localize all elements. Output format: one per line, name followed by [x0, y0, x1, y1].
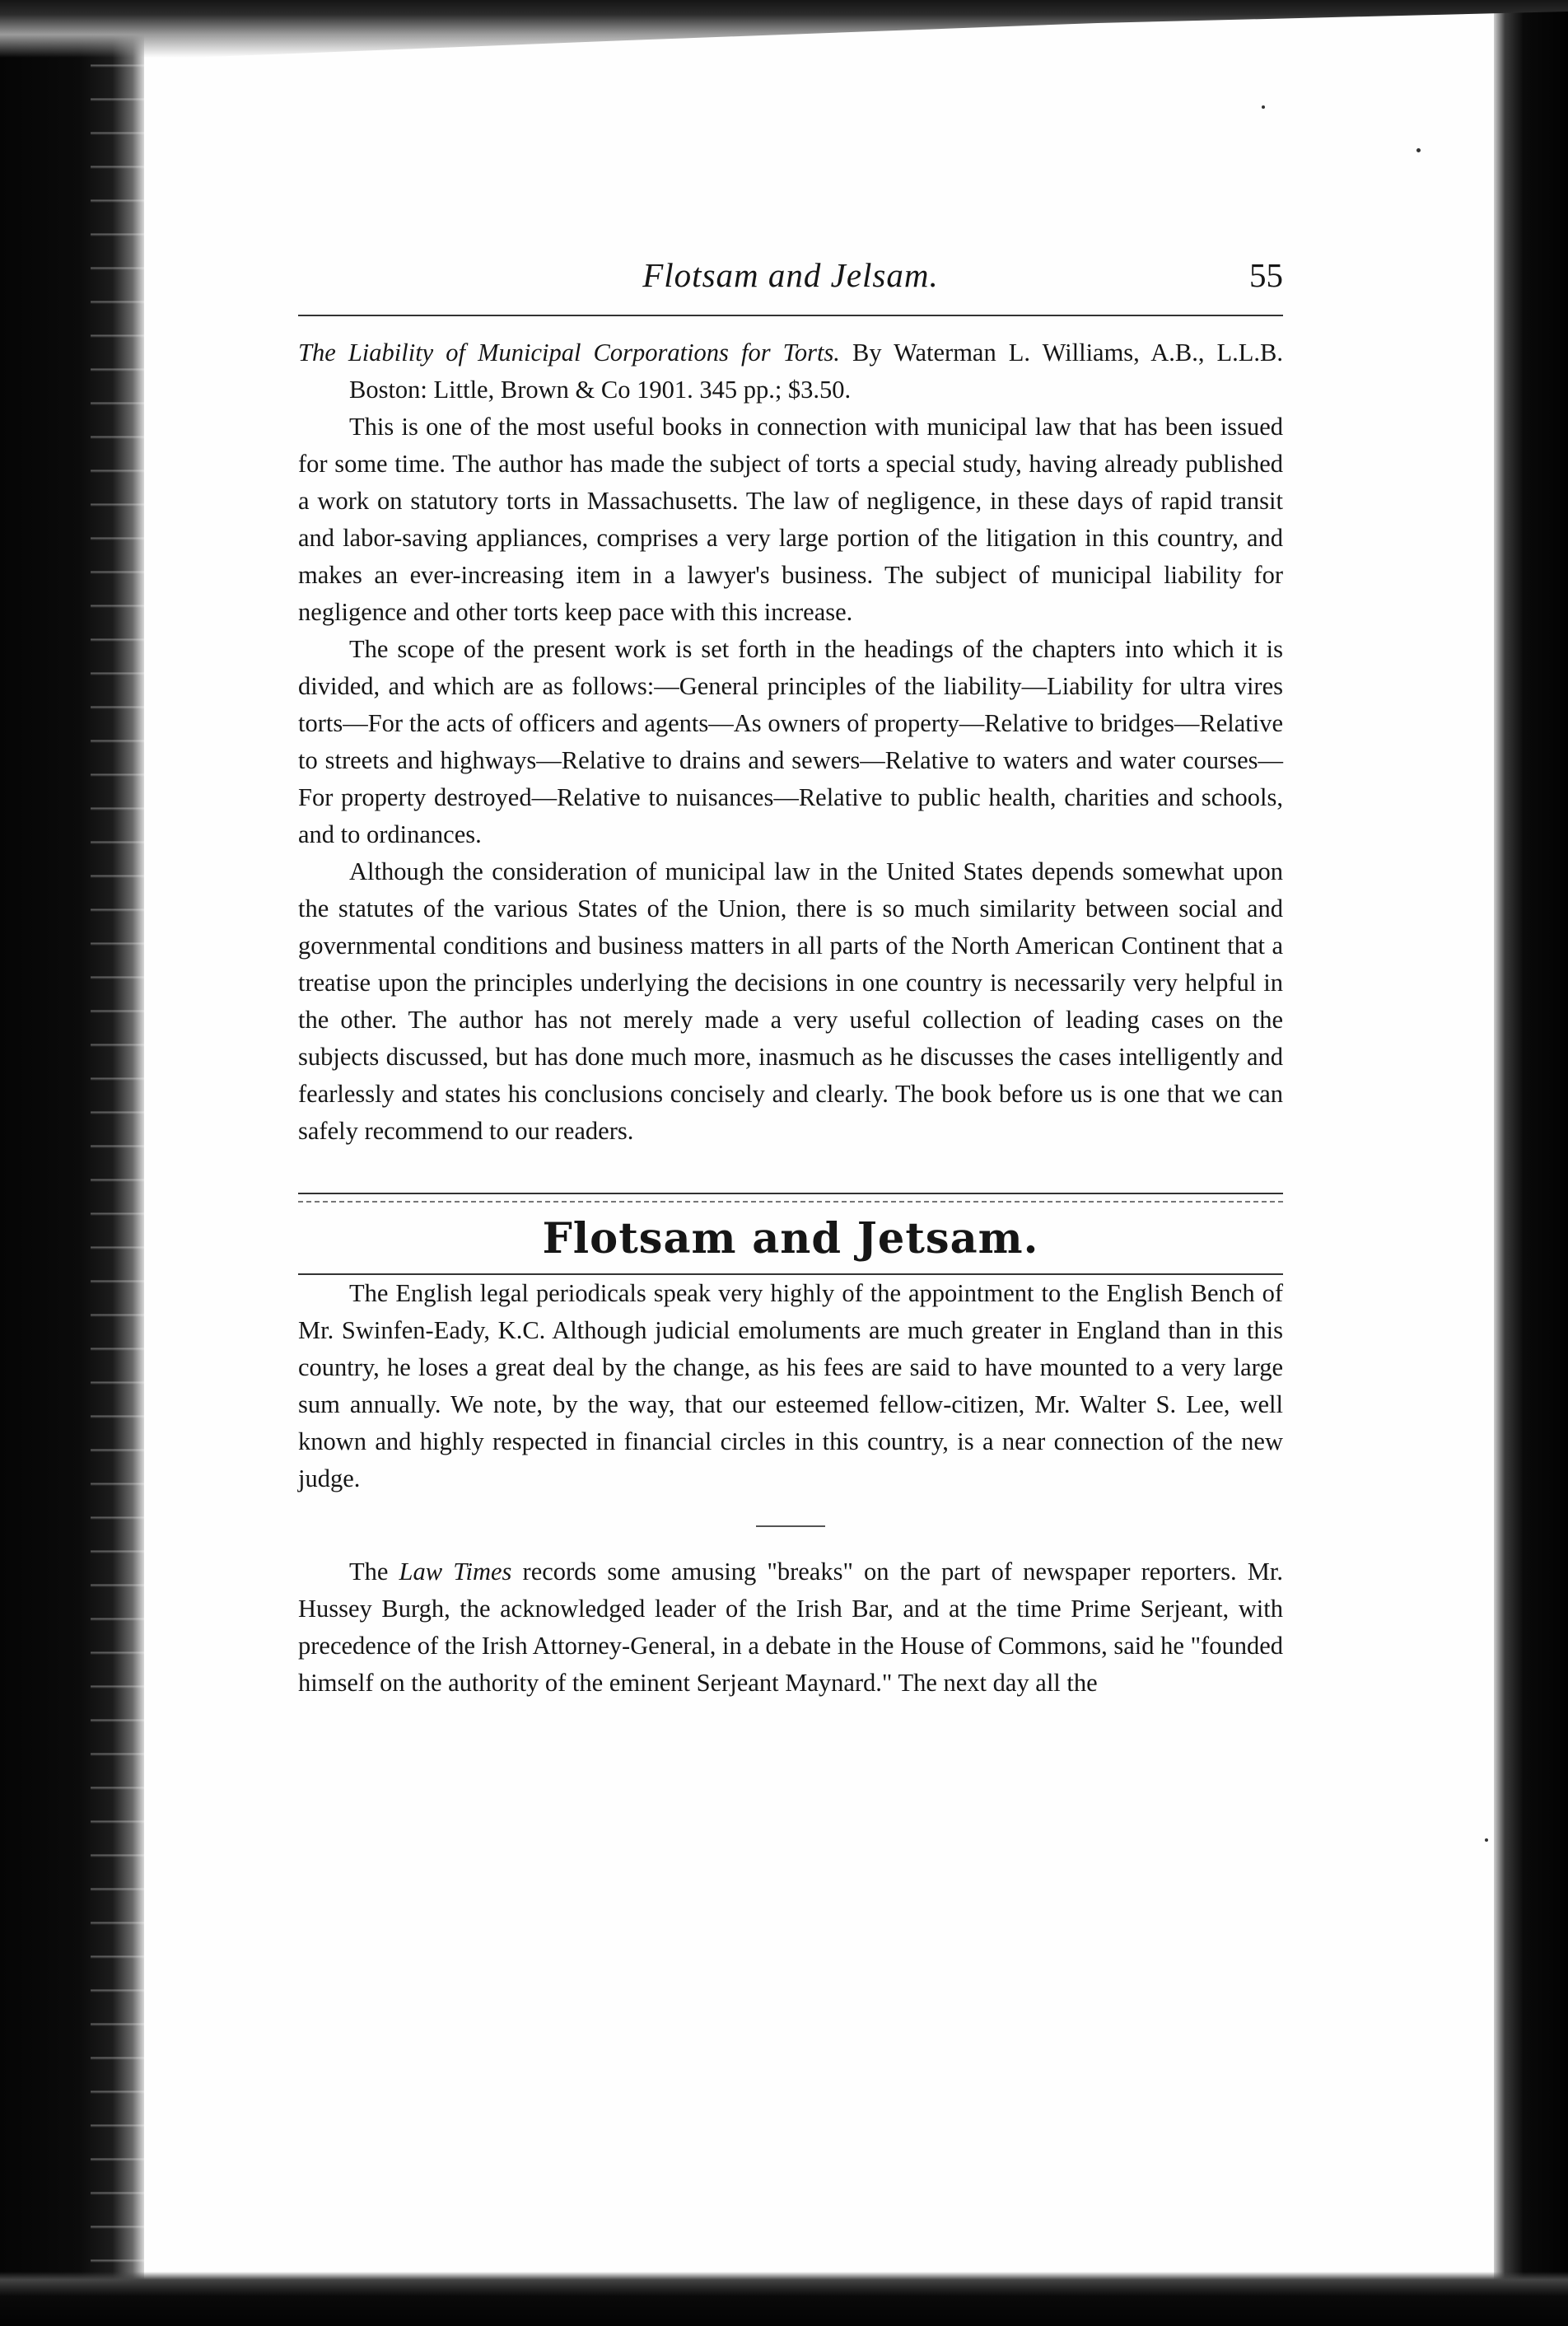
review-paragraph: Although the consideration of municipal law in the United States depends somewhat upon the statutes of the various States of the Union, there is so much similarity between social and governmental conditions and business matters in all parts of the North American Continent that a treatise upon the principles underlying the decisions in one country is necessarily very helpful in the other. The author has not merely made a very useful collection of leading cases on the subjects discussed, but has done much more, inasmuch as he discusses the cases intelligently and fearlessly and states his conclusions concisely and clearly. The book before us is one that we can safely recommend to our readers. [298, 857, 1283, 1145]
section-rule-dashed [298, 1201, 1283, 1203]
periodical-name: Law Times [399, 1558, 512, 1586]
paragraph-rest: records some amusing "breaks" on the part of newspaper reporters. Mr. Hussey Burgh, the acknowledged leader of the Irish Bar, and at the time Prime Serjeant, with precedence of the Irish Attorney-General, in a debate in the House of Commons, said he "founded himself on the authority of the eminent Serjeant Maynard." The next day all the [298, 1558, 1283, 1697]
running-head-title: Flotsam and Jelsam. [642, 256, 939, 294]
section-title: Flotsam and Jetsam. [542, 1214, 1039, 1263]
section-paragraph: The English legal periodicals speak very highly of the appointment to the English Bench of Mr. Swinfen-Eady, K.C. Although judicial emoluments are much greater in England than in this country, he loses a great deal by the change, as his fees are said to have mounted to a very large sum annually. We note, by the way, that our esteemed fellow-citizen, Mr. Walter S. Lee, well known and highly respected in financial circles in this country, is a near connection of the new judge. [298, 1279, 1283, 1492]
scan-edge-bottom [0, 2272, 1568, 2326]
review-paragraph: This is one of the most useful books in connection with municipal law that has been issued for some time. The author has made the subject of torts a special study, having already published a work on statutory torts in Massachusetts. The law of negligence, in these days of rapid transit and labor-saving appliances, comprises a very large portion of the litigation in this country, and makes an ever-increasing item in a lawyer's business. The subject of municipal liability for negligence and other torts keep pace with this increase. [298, 413, 1283, 626]
header-rule [298, 315, 1283, 316]
scan-speck [1485, 1838, 1488, 1842]
page-number: 55 [1249, 256, 1283, 294]
item-separator [756, 1525, 825, 1527]
review-paragraph: The scope of the present work is set forth in the headings of the chapters into which it is divided, and which are as follows:—General principles of the liability—Liability for ultra vires torts—For the acts of officers and agents—As owners of property—Relative to bridges—Relative to streets and highways—Relative to drains and sewers—Relative to waters and water courses—For property destroyed—Relative to nuisances—Relative to public health, charities and schools, and to ordinances. [298, 635, 1283, 848]
scan-edge-top [0, 0, 1568, 58]
scan-edge-right [1494, 0, 1568, 2326]
book-title: The Liability of Municipal Corporations for Torts. [298, 339, 840, 367]
scan-edge-left [0, 0, 144, 2326]
section-divider [298, 1193, 1283, 1203]
section-paragraph [298, 1553, 1283, 1702]
section-rule-top [298, 1193, 1283, 1194]
scan-speck [1262, 105, 1265, 109]
book-review-heading [298, 334, 1283, 409]
running-head [298, 247, 1283, 313]
paragraph-lead: The [349, 1558, 389, 1586]
book-page [298, 247, 1283, 1702]
book-citation: By Waterman L. Williams, A.B., L.L.B. Boston: Little, Brown & Co 1901. 345 pp.; $3.50. [349, 339, 1284, 404]
scan-speck [1416, 148, 1421, 152]
